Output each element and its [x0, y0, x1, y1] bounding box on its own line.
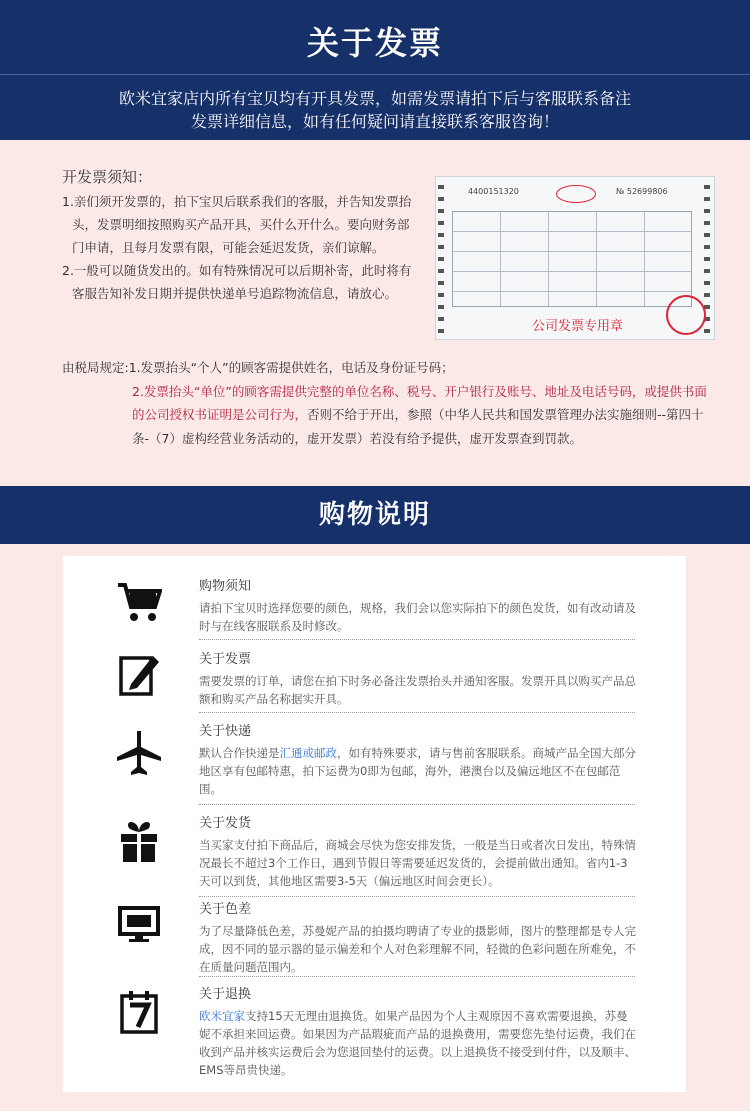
calendar-7-icon	[115, 988, 163, 1036]
sample-invoice-image	[435, 176, 715, 340]
airplane-icon	[115, 729, 163, 777]
notice-title: 开发票须知：	[62, 168, 153, 186]
notice-item: 2.一般可以随货发出的。如有特殊情况可以后期补寄，此时将有客服告知补发日期并提供快递单号追踪物流信息，请放心。	[62, 263, 412, 301]
courier-link[interactable]: 汇通或邮政	[279, 746, 337, 760]
item-text	[199, 723, 639, 798]
desc-prefix: 默认合作快递是	[199, 746, 280, 760]
desc-suffix: ，如有特殊要求，请与售前客服联系。商城产品全国大部分地区享有包邮特惠，拍下运费为0即为包邮，海外，港澳台以及偏远地区不在包邮范围。	[199, 746, 636, 796]
item-title: 购物须知	[199, 579, 252, 594]
item-title: 关于退换	[199, 987, 252, 1002]
item-title: 关于色差	[199, 902, 252, 917]
invoice-header	[0, 0, 750, 140]
shopping-panel	[63, 556, 686, 1092]
store-link[interactable]: 欧米宜家	[199, 1009, 245, 1023]
item-divider	[199, 804, 635, 805]
invoice-code: 4400151320	[468, 187, 519, 196]
item-desc	[199, 744, 639, 798]
rule-2	[62, 380, 712, 451]
seal-caption: 公司发票专用章	[532, 319, 624, 334]
item-text	[199, 578, 639, 635]
rule-2-required: 2.发票抬头“单位”的顾客需提供完整的单位名称、税号、开户银行及账号、地址及电话号码，或提供书面的公司授权书证明是公司行为，	[132, 383, 707, 422]
item-text	[199, 901, 639, 976]
item-divider	[199, 639, 635, 640]
item-title: 关于发货	[199, 816, 252, 831]
item-desc: 需要发票的订单，请您在拍下时务必备注发票抬头并通知客服。发票开具以购买产品总额和购买产品名称据实开具。	[199, 674, 636, 706]
invoice-intro-line1: 欧米宜家店内所有宝贝均有开具发票，如需发票请拍下后与客服联系备注	[118, 89, 631, 108]
invoice-number: № 52699806	[616, 187, 668, 196]
item-desc: 请拍下宝贝时选择您要的颜色，规格，我们会以您实际拍下的颜色发货，如有改动请及时与在线客服联系及时修改。	[199, 601, 636, 633]
invoice-notice	[20, 140, 730, 486]
company-seal-icon	[666, 295, 706, 335]
invoice-header-stamp	[556, 185, 596, 203]
item-title: 关于发票	[199, 652, 252, 667]
perforation-left	[438, 185, 444, 335]
shopping-title: 购物说明	[318, 500, 431, 530]
item-text	[199, 651, 639, 708]
item-desc: 当买家支付拍下商品后，商城会尽快为您安排发货，一般是当日或者次日发出，特殊情况最长不超过3个工作日，遇到节假日等需要延迟发货的，会提前做出通知。省内1-3天可以到货，其他地区需要3-5天（偏远地区时间会更长）。	[199, 838, 636, 888]
item-text	[199, 986, 639, 1079]
notice-item: 1.亲们须开发票的，拍下宝贝后联系我们的客服，并告知发票抬头，发票明细按照购买产品开具，买什么开什么。要向财务部门申请，且每月发票有限，可能会延迟发货，亲们谅解。	[62, 194, 412, 255]
cart-icon	[115, 578, 163, 626]
invoice-intro-line2: 发票详细信息，如有任何疑问请直接联系客服咨询！	[190, 112, 559, 131]
desc-suffix: 支持15天无理由退换货。如果产品因为个人主观原因不喜欢需要退换，苏曼妮不承担来回运费。如果因为产品瑕疵而产品的退换费用，需要您先垫付运费，我们在收到产品并核实运费后会为您退回垫付的运费。以上退换货不接受到付件，以及顺丰、EMS等昂贵快递。	[199, 1009, 636, 1077]
monitor-icon	[115, 901, 163, 949]
gift-icon	[115, 817, 163, 865]
invoice-pen-icon	[115, 651, 163, 699]
notice-list	[62, 190, 412, 305]
item-divider	[199, 976, 635, 977]
item-divider	[199, 712, 635, 713]
item-divider	[199, 896, 635, 897]
item-desc	[199, 1007, 639, 1079]
invoice-title: 关于发票	[306, 24, 443, 62]
item-text	[199, 815, 639, 890]
invoice-table	[452, 211, 692, 307]
tax-rules	[62, 356, 712, 450]
item-title: 关于快递	[199, 724, 252, 739]
item-desc: 为了尽量降低色差，苏曼妮产品的拍摄均聘请了专业的摄影师，图片的整理都是专人完成，因不同的显示器的显示偏差和个人对色彩理解不同，轻微的色彩问题在所难免，不在质量问题范围内。	[199, 924, 636, 974]
rule-1: 由税局规定:1.发票抬头“个人”的顾客需提供姓名，电话及身份证号码；	[62, 360, 454, 375]
shopping-header	[0, 486, 750, 544]
header-divider	[0, 74, 750, 75]
rule-2-penalty: 否则不给于开出，参照（中华人民共和国发票管理办法实施细则--第四十条-（7）虚构经营业务活动的，虚开发票）若没有给予提供，虚开发票查到罚款。	[132, 407, 704, 446]
